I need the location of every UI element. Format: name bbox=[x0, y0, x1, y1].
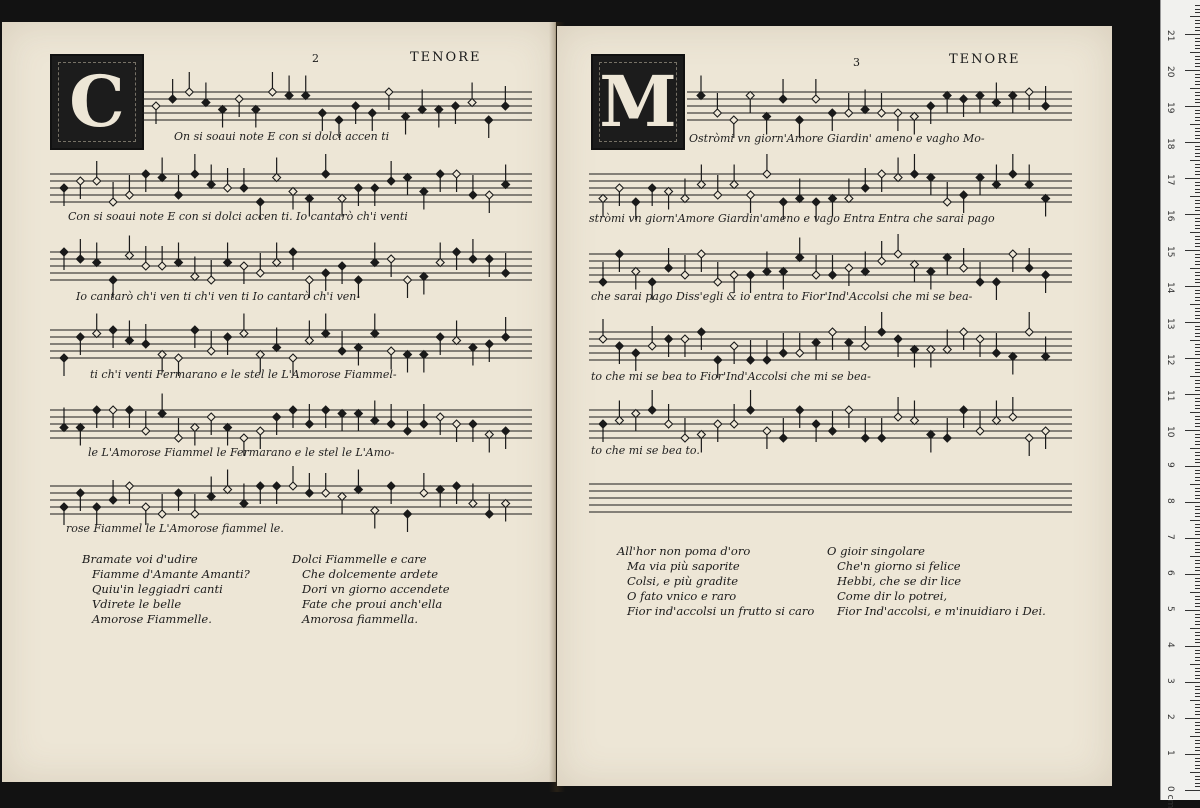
ruler-tick bbox=[1195, 77, 1200, 78]
decorated-initial bbox=[591, 54, 685, 150]
music-staff-2 bbox=[50, 166, 532, 216]
ruler-tick bbox=[1190, 232, 1200, 233]
ruler-tick bbox=[1195, 264, 1200, 265]
ruler-tick bbox=[1185, 250, 1200, 251]
ruler-tick bbox=[1195, 419, 1200, 420]
ruler-tick bbox=[1190, 376, 1200, 377]
ruler-tick bbox=[1195, 354, 1200, 355]
ruler-tick bbox=[1195, 59, 1200, 60]
ruler-tick bbox=[1195, 671, 1200, 672]
ruler-tick bbox=[1185, 682, 1200, 683]
ruler-tick bbox=[1195, 408, 1200, 409]
ruler-tick bbox=[1195, 423, 1200, 424]
ruler-tick bbox=[1195, 401, 1200, 402]
ruler-tick bbox=[1185, 358, 1200, 359]
initial-letter: M bbox=[599, 60, 677, 143]
ruler-tick bbox=[1195, 365, 1200, 366]
ruler-tick bbox=[1185, 610, 1200, 611]
ruler-tick bbox=[1195, 135, 1200, 136]
ruler-tick bbox=[1195, 495, 1200, 496]
ruler-tick bbox=[1195, 95, 1200, 96]
ruler-tick bbox=[1195, 570, 1200, 571]
ruler-tick bbox=[1195, 192, 1200, 193]
ruler-tick bbox=[1190, 736, 1200, 737]
ruler-tick bbox=[1185, 70, 1200, 71]
verse-line: Vdirete le belle bbox=[92, 597, 182, 611]
verse-line: Amorose Fiammelle. bbox=[92, 612, 212, 626]
ruler-tick bbox=[1190, 448, 1200, 449]
ruler-tick bbox=[1195, 38, 1200, 39]
ruler-tick bbox=[1190, 268, 1200, 269]
ruler-tick bbox=[1195, 531, 1200, 532]
ruler-tick bbox=[1195, 20, 1200, 21]
ruler-label: 18 bbox=[1165, 138, 1175, 150]
ruler-tick bbox=[1185, 502, 1200, 503]
ruler-tick bbox=[1190, 304, 1200, 305]
ruler-tick bbox=[1195, 246, 1200, 247]
ruler-tick bbox=[1195, 30, 1200, 31]
ruler-label: 13 bbox=[1165, 318, 1175, 330]
music-staff-1 bbox=[142, 84, 532, 134]
ruler-tick bbox=[1195, 786, 1200, 787]
ruler-tick bbox=[1195, 171, 1200, 172]
left-page bbox=[2, 22, 556, 782]
ruler-tick bbox=[1190, 340, 1200, 341]
ruler-tick bbox=[1195, 149, 1200, 150]
ruler-tick bbox=[1195, 696, 1200, 697]
page-header: TENORE bbox=[949, 52, 1021, 67]
ruler-tick bbox=[1195, 632, 1200, 633]
ruler-tick bbox=[1195, 189, 1200, 190]
ruler-tick bbox=[1195, 297, 1200, 298]
verse-line: Come dir lo potrei, bbox=[837, 589, 948, 603]
ruler-tick bbox=[1185, 322, 1200, 323]
ruler-tick bbox=[1195, 218, 1200, 219]
ruler-tick bbox=[1195, 480, 1200, 481]
ruler-tick bbox=[1195, 552, 1200, 553]
lyric-line-2: stròmi vn giorn'Amore Giardin'ameno e vago Entra Entra che sarai pago bbox=[589, 212, 995, 225]
lyric-line-4: ti ch'i venti Fermarano e le stel le L'Amorose Fiammel- bbox=[90, 368, 397, 381]
ruler-tick bbox=[1195, 549, 1200, 550]
ruler-tick bbox=[1195, 131, 1200, 132]
verse-line: Bramate voi d'udire bbox=[82, 552, 198, 566]
ruler-tick bbox=[1195, 599, 1200, 600]
music-staff-3 bbox=[589, 246, 1072, 296]
ruler-tick bbox=[1195, 498, 1200, 499]
ruler-tick bbox=[1185, 646, 1200, 647]
verse-line: Fior Ind'accolsi, e m'inuidiaro i Dei. bbox=[837, 604, 1046, 618]
ruler-tick bbox=[1195, 290, 1200, 291]
music-staff-3 bbox=[50, 244, 532, 294]
verse-line: Hebbi, che se dir lice bbox=[837, 574, 962, 588]
ruler-tick bbox=[1195, 387, 1200, 388]
ruler-tick bbox=[1195, 603, 1200, 604]
ruler-tick bbox=[1185, 466, 1200, 467]
verse-line: Dolci Fiammelle e care bbox=[292, 552, 427, 566]
ruler-tick bbox=[1195, 27, 1200, 28]
ruler-tick bbox=[1195, 279, 1200, 280]
ruler-label: 1 bbox=[1165, 750, 1175, 756]
ruler-label: 4 bbox=[1165, 642, 1175, 648]
ruler-tick bbox=[1195, 459, 1200, 460]
ruler-tick bbox=[1195, 606, 1200, 607]
verse-line: Quiu'in leggiadri canti bbox=[92, 582, 223, 596]
ruler-tick bbox=[1195, 768, 1200, 769]
ruler-tick bbox=[1195, 117, 1200, 118]
ruler-tick bbox=[1195, 596, 1200, 597]
ruler-tick bbox=[1185, 142, 1200, 143]
ruler-tick bbox=[1195, 740, 1200, 741]
verse-line: Fiamme d'Amante Amanti? bbox=[92, 567, 250, 581]
ruler-tick bbox=[1195, 642, 1200, 643]
ruler-tick bbox=[1195, 758, 1200, 759]
lyric-line-1: Ostròmi vn giorn'Amore Giardin' ameno e vagho Mo- bbox=[689, 132, 985, 145]
lyric-line-4: to che mi se bea to Fior'Ind'Accolsi che mi se bea- bbox=[591, 370, 871, 383]
ruler-label: 21 bbox=[1165, 30, 1175, 42]
ruler-tick bbox=[1190, 16, 1200, 17]
ruler-tick bbox=[1195, 470, 1200, 471]
ruler-tick bbox=[1195, 236, 1200, 237]
ruler-tick bbox=[1195, 329, 1200, 330]
ruler-tick bbox=[1195, 23, 1200, 24]
verse-line: Che'n giorno si felice bbox=[837, 559, 961, 573]
ruler-tick bbox=[1195, 174, 1200, 175]
ruler-tick bbox=[1195, 5, 1200, 6]
ruler-tick bbox=[1195, 693, 1200, 694]
ruler-label: 6 bbox=[1165, 570, 1175, 576]
ruler-tick bbox=[1195, 315, 1200, 316]
ruler-tick bbox=[1195, 779, 1200, 780]
ruler-tick bbox=[1195, 243, 1200, 244]
ruler-tick bbox=[1195, 761, 1200, 762]
ruler-tick bbox=[1195, 41, 1200, 42]
ruler-tick bbox=[1185, 178, 1200, 179]
ruler-tick bbox=[1195, 92, 1200, 93]
lyric-line-3: che sarai pago Diss'egli & io entra to Fior'Ind'Accolsi che mi se bea- bbox=[591, 290, 973, 303]
verse-stanza-2 bbox=[292, 552, 450, 627]
ruler-tick bbox=[1195, 200, 1200, 201]
initial-letter: C bbox=[69, 60, 125, 143]
ruler-tick bbox=[1195, 621, 1200, 622]
ruler-label: 17 bbox=[1165, 174, 1175, 186]
ruler-tick bbox=[1190, 664, 1200, 665]
ruler-tick bbox=[1195, 668, 1200, 669]
music-staff-4 bbox=[50, 322, 532, 372]
ruler-tick bbox=[1190, 52, 1200, 53]
ruler-tick bbox=[1195, 300, 1200, 301]
ruler-tick bbox=[1195, 84, 1200, 85]
ruler-tick bbox=[1195, 239, 1200, 240]
ruler-tick bbox=[1195, 405, 1200, 406]
ruler-tick bbox=[1195, 707, 1200, 708]
ruler-tick bbox=[1195, 102, 1200, 103]
verse-line: Fior ind'accolsi un frutto si caro bbox=[627, 604, 815, 618]
ruler-label: 5 bbox=[1165, 606, 1175, 612]
ruler-tick bbox=[1195, 678, 1200, 679]
ruler-tick bbox=[1195, 588, 1200, 589]
lyric-line-5: to che mi se bea to. bbox=[591, 444, 700, 457]
ruler-tick bbox=[1195, 617, 1200, 618]
ruler-tick bbox=[1195, 434, 1200, 435]
ruler-tick bbox=[1185, 430, 1200, 431]
ruler-tick bbox=[1190, 88, 1200, 89]
ruler-label: 14 bbox=[1165, 282, 1175, 294]
ruler-label: 3 bbox=[1165, 678, 1175, 684]
ruler-tick bbox=[1195, 9, 1200, 10]
ruler-label: 0 cm bbox=[1165, 786, 1175, 808]
ruler-tick bbox=[1195, 750, 1200, 751]
ruler-tick bbox=[1185, 754, 1200, 755]
ruler-tick bbox=[1195, 347, 1200, 348]
ruler-tick bbox=[1190, 484, 1200, 485]
ruler-tick bbox=[1190, 196, 1200, 197]
ruler-tick bbox=[1195, 167, 1200, 168]
ruler-tick bbox=[1195, 473, 1200, 474]
ruler-tick bbox=[1195, 272, 1200, 273]
ruler-tick bbox=[1190, 124, 1200, 125]
ruler-tick bbox=[1195, 614, 1200, 615]
ruler-tick bbox=[1195, 275, 1200, 276]
ruler-tick bbox=[1195, 45, 1200, 46]
ruler-tick bbox=[1195, 524, 1200, 525]
ruler-tick bbox=[1195, 527, 1200, 528]
music-staff-4 bbox=[589, 324, 1072, 374]
ruler-tick bbox=[1185, 106, 1200, 107]
ruler-tick bbox=[1195, 747, 1200, 748]
verse-line: O gioir singolare bbox=[827, 544, 925, 558]
ruler-tick bbox=[1195, 372, 1200, 373]
ruler-tick bbox=[1195, 257, 1200, 258]
ruler-tick bbox=[1195, 398, 1200, 399]
ruler-tick bbox=[1195, 113, 1200, 114]
ruler-label: 15 bbox=[1165, 246, 1175, 258]
ruler-tick bbox=[1195, 545, 1200, 546]
ruler-tick bbox=[1195, 722, 1200, 723]
lyric-line-2: Con si soaui note E con si dolci accen ti. Io cantarò ch'i venti bbox=[68, 210, 408, 223]
verse-line: All'hor non poma d'oro bbox=[617, 544, 751, 558]
ruler-tick bbox=[1185, 790, 1200, 791]
verse-stanza-2 bbox=[827, 544, 1046, 619]
ruler-tick bbox=[1195, 776, 1200, 777]
verse-stanza-1 bbox=[617, 544, 814, 619]
ruler-tick bbox=[1190, 592, 1200, 593]
ruler-tick bbox=[1195, 578, 1200, 579]
ruler-tick bbox=[1195, 732, 1200, 733]
ruler-tick bbox=[1195, 506, 1200, 507]
verse-line: O fato vnico e raro bbox=[627, 589, 737, 603]
ruler-tick bbox=[1195, 452, 1200, 453]
verse-line: Fate che proui anch'ella bbox=[302, 597, 443, 611]
ruler-tick bbox=[1195, 63, 1200, 64]
ruler-tick bbox=[1195, 228, 1200, 229]
lyric-line-5: le L'Amorose Fiammel le Fermarano e le stel le L'Amo- bbox=[88, 446, 395, 459]
verse-line: Colsi, e più gradite bbox=[627, 574, 739, 588]
ruler-tick bbox=[1195, 660, 1200, 661]
ruler-tick bbox=[1195, 383, 1200, 384]
ruler-tick bbox=[1195, 686, 1200, 687]
ruler-tick bbox=[1195, 81, 1200, 82]
ruler-label: 11 bbox=[1165, 390, 1175, 402]
music-staff-5 bbox=[50, 402, 532, 452]
ruler-tick bbox=[1195, 66, 1200, 67]
ruler-label: 2 bbox=[1165, 714, 1175, 720]
ruler-tick bbox=[1195, 12, 1200, 13]
ruler-tick bbox=[1195, 581, 1200, 582]
ruler-tick bbox=[1195, 516, 1200, 517]
ruler-tick bbox=[1195, 455, 1200, 456]
ruler-tick bbox=[1195, 203, 1200, 204]
ruler-tick bbox=[1195, 441, 1200, 442]
ruler-tick bbox=[1195, 416, 1200, 417]
ruler-label: 10 bbox=[1165, 426, 1175, 438]
ruler-tick bbox=[1195, 491, 1200, 492]
ruler-tick bbox=[1195, 110, 1200, 111]
ruler-tick bbox=[1185, 394, 1200, 395]
ruler-label: 9 bbox=[1165, 462, 1175, 468]
ruler-tick bbox=[1185, 214, 1200, 215]
ruler-tick bbox=[1195, 351, 1200, 352]
page-number: 2 bbox=[312, 52, 319, 65]
ruler-tick bbox=[1195, 513, 1200, 514]
ruler-tick bbox=[1195, 308, 1200, 309]
ruler-tick bbox=[1190, 556, 1200, 557]
ruler-tick bbox=[1185, 538, 1200, 539]
ruler-tick bbox=[1195, 560, 1200, 561]
ruler-tick bbox=[1195, 311, 1200, 312]
ruler-tick bbox=[1195, 261, 1200, 262]
ruler-tick bbox=[1195, 99, 1200, 100]
lyric-line-3: Io cantarò ch'i ven ti ch'i ven ti Io cantarò ch'i ven- bbox=[76, 290, 361, 303]
ruler-tick bbox=[1195, 725, 1200, 726]
ruler-tick bbox=[1195, 318, 1200, 319]
ruler-tick bbox=[1195, 336, 1200, 337]
ruler-tick bbox=[1195, 254, 1200, 255]
ruler-tick bbox=[1195, 56, 1200, 57]
ruler-tick bbox=[1195, 369, 1200, 370]
ruler-tick bbox=[1195, 185, 1200, 186]
ruler-tick bbox=[1195, 210, 1200, 211]
ruler-tick bbox=[1195, 711, 1200, 712]
page-number: 3 bbox=[853, 56, 860, 69]
ruler-tick bbox=[1195, 653, 1200, 654]
ruler-tick bbox=[1195, 138, 1200, 139]
ruler-tick bbox=[1185, 286, 1200, 287]
ruler-tick bbox=[1195, 689, 1200, 690]
ruler-tick bbox=[1195, 743, 1200, 744]
ruler-label: 16 bbox=[1165, 210, 1175, 222]
music-staff-1 bbox=[687, 84, 1072, 134]
ruler-label: 8 bbox=[1165, 498, 1175, 504]
ruler-tick bbox=[1195, 207, 1200, 208]
ruler-tick bbox=[1190, 160, 1200, 161]
ruler-tick bbox=[1195, 783, 1200, 784]
empty-staff bbox=[589, 476, 1072, 516]
ruler-tick bbox=[1195, 624, 1200, 625]
music-staff-6 bbox=[50, 478, 532, 528]
music-staff-2 bbox=[589, 166, 1072, 216]
ruler-tick bbox=[1195, 182, 1200, 183]
open-book bbox=[0, 22, 1160, 792]
ruler-tick bbox=[1195, 326, 1200, 327]
ruler-tick bbox=[1190, 772, 1200, 773]
ruler-tick bbox=[1195, 380, 1200, 381]
ruler-tick bbox=[1195, 128, 1200, 129]
decorated-initial bbox=[50, 54, 144, 150]
ruler-tick bbox=[1195, 120, 1200, 121]
ruler-tick bbox=[1195, 156, 1200, 157]
ruler-tick bbox=[1195, 585, 1200, 586]
ruler-label: 19 bbox=[1165, 102, 1175, 114]
ruler-tick bbox=[1195, 333, 1200, 334]
ruler-label: 7 bbox=[1165, 534, 1175, 540]
measurement-ruler bbox=[1160, 0, 1200, 808]
verse-stanza-1 bbox=[82, 552, 250, 627]
ruler-tick bbox=[1195, 714, 1200, 715]
verse-line: Amorosa fiammella. bbox=[302, 612, 418, 626]
ruler-tick bbox=[1195, 563, 1200, 564]
ruler-tick bbox=[1185, 34, 1200, 35]
ruler-tick bbox=[1195, 675, 1200, 676]
ruler-tick bbox=[1195, 426, 1200, 427]
ruler-tick bbox=[1195, 153, 1200, 154]
ruler-label: 12 bbox=[1165, 354, 1175, 366]
ruler-tick bbox=[1195, 462, 1200, 463]
ruler-tick bbox=[1190, 412, 1200, 413]
ruler-tick bbox=[1195, 444, 1200, 445]
ruler-tick bbox=[1195, 293, 1200, 294]
ruler-tick bbox=[1190, 520, 1200, 521]
ruler-tick bbox=[1195, 344, 1200, 345]
verse-line: Dori vn giorno accendete bbox=[302, 582, 450, 596]
ruler-tick bbox=[1195, 221, 1200, 222]
ruler-tick bbox=[1195, 567, 1200, 568]
ruler-tick bbox=[1195, 146, 1200, 147]
ruler-tick bbox=[1195, 437, 1200, 438]
ruler-tick bbox=[1195, 534, 1200, 535]
ruler-tick bbox=[1195, 225, 1200, 226]
ruler-tick bbox=[1195, 639, 1200, 640]
ruler-tick bbox=[1195, 164, 1200, 165]
right-page bbox=[557, 26, 1112, 786]
verse-line: Che dolcemente ardete bbox=[302, 567, 439, 581]
ruler-tick bbox=[1195, 542, 1200, 543]
ruler-tick bbox=[1195, 635, 1200, 636]
ruler-tick bbox=[1195, 704, 1200, 705]
ruler-tick bbox=[1185, 574, 1200, 575]
ruler-tick bbox=[1195, 729, 1200, 730]
verse-line: Ma via più saporite bbox=[627, 559, 740, 573]
ruler-tick bbox=[1195, 282, 1200, 283]
ruler-label: 20 bbox=[1165, 66, 1175, 78]
ruler-tick bbox=[1195, 509, 1200, 510]
ruler-tick bbox=[1195, 48, 1200, 49]
ruler-tick bbox=[1185, 718, 1200, 719]
ruler-tick bbox=[1195, 74, 1200, 75]
lyric-line-1: On si soaui note E con si dolci accen ti bbox=[174, 130, 390, 143]
lyric-line-6: rose Fiammel le L'Amorose fiammel le. bbox=[66, 522, 284, 535]
ruler-tick bbox=[1195, 765, 1200, 766]
ruler-tick bbox=[1195, 488, 1200, 489]
ruler-tick bbox=[1195, 390, 1200, 391]
ruler-tick bbox=[1190, 628, 1200, 629]
ruler-tick bbox=[1195, 362, 1200, 363]
ruler-tick bbox=[1195, 650, 1200, 651]
ruler-tick bbox=[1190, 700, 1200, 701]
ruler-tick bbox=[1195, 477, 1200, 478]
page-header: TENORE bbox=[410, 50, 482, 65]
ruler-tick bbox=[1195, 657, 1200, 658]
